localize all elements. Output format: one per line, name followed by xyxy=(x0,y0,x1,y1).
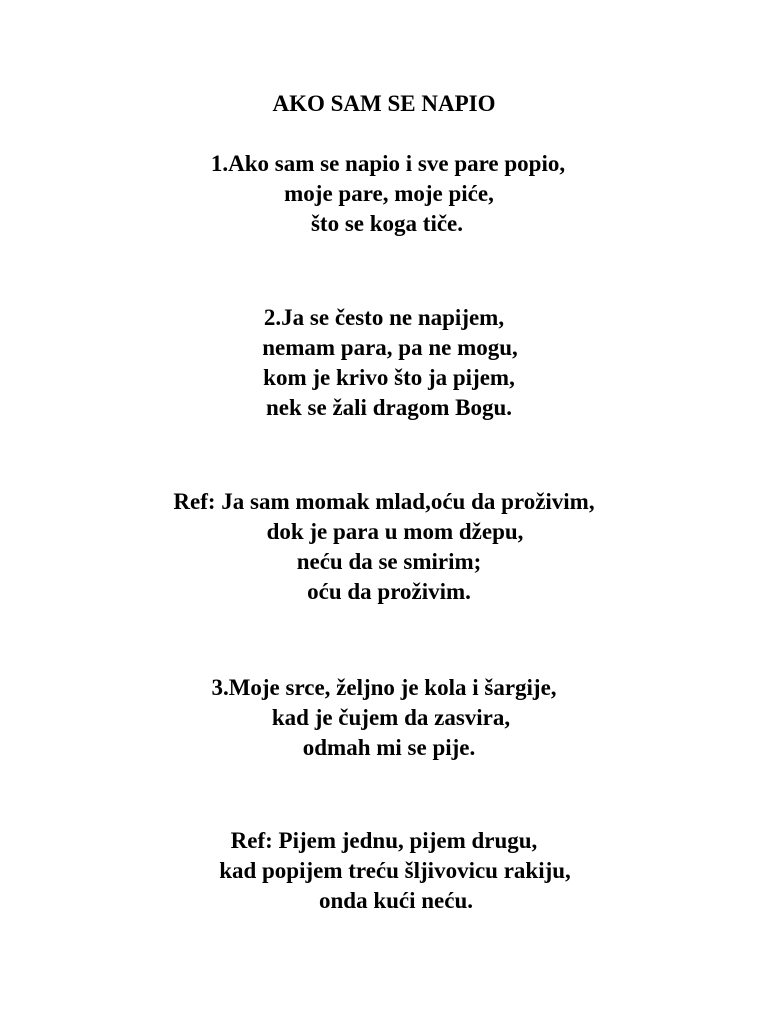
stanza-line: što se koga tiče. xyxy=(310,211,464,236)
song-title: AKO SAM SE NAPIO xyxy=(272,91,496,116)
stanza-3 xyxy=(0,673,768,763)
stanza-line: 1.Ako sam se napio i sve pare popio, xyxy=(210,151,566,176)
stanza-line: oću da proživim. xyxy=(307,579,471,604)
stanza-line: 2.Ja se često ne napijem, xyxy=(263,305,505,330)
stanza-line: nek se žali dragom Bogu. xyxy=(266,395,512,420)
stanza-line: Ref: Ja sam momak mlad,oću da proživim, xyxy=(173,489,595,514)
refrain-2 xyxy=(0,826,768,916)
stanza-2 xyxy=(0,303,768,423)
stanza-1 xyxy=(0,149,768,239)
stanza-line: kad je čujem da zasvira, xyxy=(271,705,511,730)
stanza-line: neću da se smirim; xyxy=(296,549,482,574)
stanza-line: Ref: Pijem jednu, pijem drugu, xyxy=(230,828,538,853)
stanza-line: onda kući neću. xyxy=(318,888,473,913)
stanza-line: moje pare, moje piće, xyxy=(284,181,494,206)
refrain-1 xyxy=(0,487,768,607)
stanza-line: odmah mi se pije. xyxy=(302,735,476,760)
stanza-line: 3.Moje srce, željno je kola i šargije, xyxy=(211,675,557,700)
stanza-line: kom je krivo što ja pijem, xyxy=(263,365,515,390)
stanza-line: dok je para u mom džepu, xyxy=(266,519,524,544)
stanza-line: nemam para, pa ne mogu, xyxy=(262,335,518,360)
stanza-line: kad popijem treću šljivovicu rakiju, xyxy=(219,858,571,883)
